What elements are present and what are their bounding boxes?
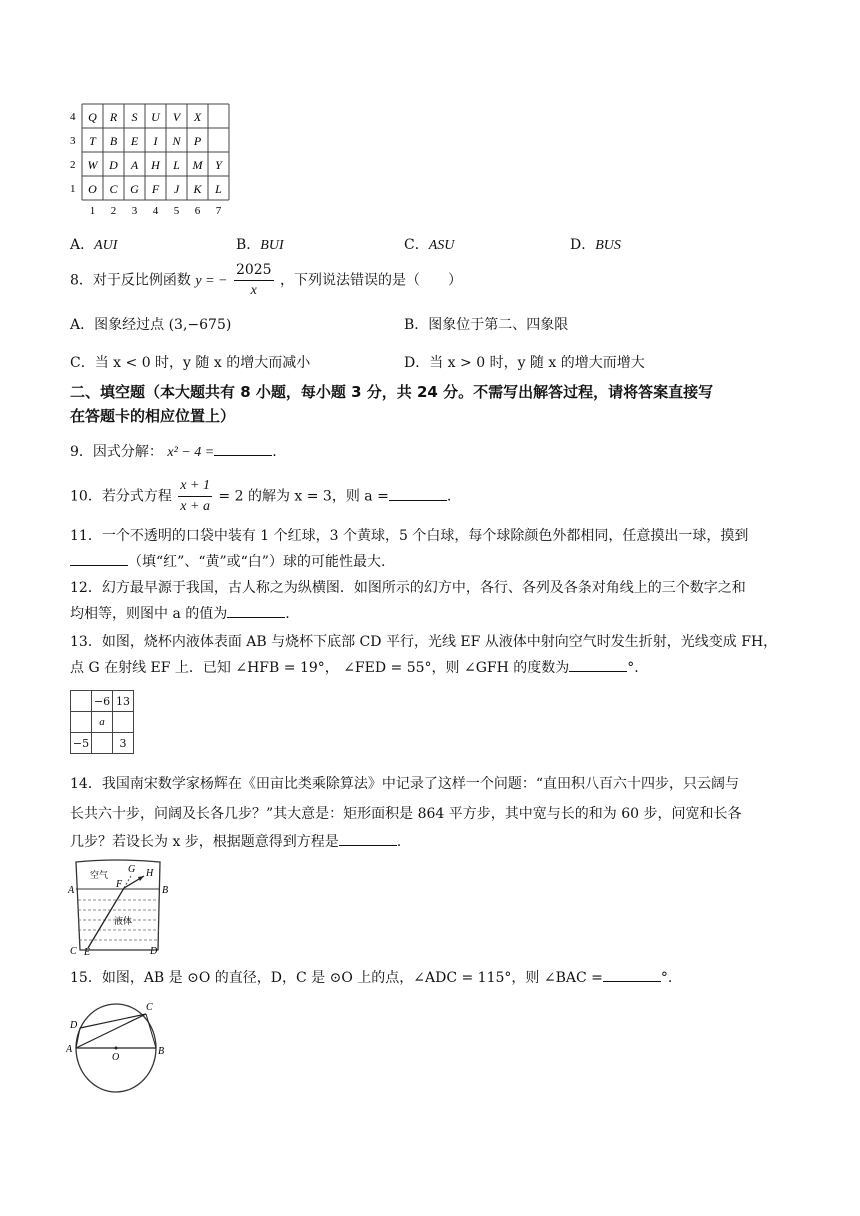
grid-cell-letter: L xyxy=(215,182,222,196)
question-11-line2: （填“红”、“黄”或“白”）球的可能性最大. xyxy=(70,550,385,574)
beaker-label-e: E xyxy=(84,947,91,956)
q9-answer-blank[interactable] xyxy=(214,441,272,456)
letter-grid-svg xyxy=(68,100,238,224)
beaker-label-a: A xyxy=(68,885,75,896)
q8-option-a: A．图象经过点 (3,−675) xyxy=(70,317,232,333)
grid-cell-letter: B xyxy=(109,134,118,148)
grid-cell-letter: A xyxy=(130,158,139,172)
q15-answer-blank[interactable] xyxy=(603,967,661,982)
grid-x-label: 2 xyxy=(110,205,117,217)
grid-cell-letter: H xyxy=(151,158,160,172)
grid-cell-letter: T xyxy=(89,134,96,148)
grid-cell-letter: F xyxy=(151,182,160,196)
q12-answer-blank[interactable] xyxy=(227,603,285,618)
question-13-line1: 13．如图，烧杯内液体表面 AB 与烧杯下底部 CD 平行，光线 EF 从液体中射向空气时发生折射，光线变成 FH， xyxy=(70,634,778,650)
grid-cell-letter: Q xyxy=(88,110,97,124)
beaker-label-g: G xyxy=(128,864,136,875)
circle-figure xyxy=(66,996,176,1100)
grid-x-label: 4 xyxy=(152,205,159,217)
q10-answer-blank[interactable] xyxy=(389,486,447,501)
magic-cell xyxy=(71,691,92,712)
question-14-line1: 14．我国南宋数学家杨辉在《田亩比类乘除算法》中记录了这样一个问题：“直田积八百六十四步，只云阔与 xyxy=(70,776,739,792)
grid-cell-letter: E xyxy=(130,134,139,148)
beaker-label-c: C xyxy=(70,946,77,956)
grid-cell-letter: J xyxy=(173,182,180,196)
magic-cell: −5 xyxy=(71,733,92,754)
grid-x-label: 1 xyxy=(89,205,96,217)
section-2-heading-line1: 二、填空题（本大题共有 8 小题，每小题 3 分，共 24 分。不需写出解答过程，请将答案直接写 xyxy=(70,383,714,401)
question-15: 15．如图，AB 是 ⊙O 的直径，D，C 是 ⊙O 上的点，∠ADC = 115°，则 ∠BAC = °. xyxy=(70,966,672,990)
q8-option-c: C．当 x < 0 时，y 随 x 的增大而减小 xyxy=(70,355,311,371)
beaker-svg xyxy=(66,856,176,956)
question-10: 10．若分式方程 $\frac{x + 1}{x + a}$ = 2 的解为 x = 3，则 a = . xyxy=(70,476,451,517)
q8-fraction: $\frac{2025}{x}$ xyxy=(235,262,272,298)
grid-cell-letter: L xyxy=(173,158,180,172)
magic-cell: −6 xyxy=(92,691,113,712)
grid-cell-letter: O xyxy=(88,182,97,196)
grid-cell-letter: M xyxy=(192,158,203,172)
beaker-figure xyxy=(66,856,176,960)
circle-label-d: D xyxy=(70,1020,78,1031)
beaker-label-b: B xyxy=(162,885,169,896)
magic-cell: 3 xyxy=(113,733,134,754)
beaker-label-f: F xyxy=(116,879,123,890)
question-9: 9．因式分解： x² − 4 = . xyxy=(70,440,277,465)
grid-cell-letter: N xyxy=(172,134,181,148)
grid-cell-letter: I xyxy=(153,134,158,148)
grid-cell-letter: S xyxy=(131,110,138,124)
magic-cell xyxy=(113,712,134,733)
grid-x-label: 7 xyxy=(215,205,222,217)
question-12-line2: 均相等，则图中 a 的值为 . xyxy=(70,602,290,626)
grid-cell-letter: X xyxy=(193,110,202,124)
question-13-line2: 点 G 在射线 EF 上．已知 ∠HFB = 19°， ∠FED = 55°，则 ∠GFH 的度数为 °. xyxy=(70,656,639,680)
grid-cell-letter: G xyxy=(130,182,139,196)
grid-cell-letter: C xyxy=(109,182,118,196)
grid-cell-letter: Y xyxy=(215,158,222,172)
q13-answer-blank[interactable] xyxy=(569,657,627,672)
q7-option-d: D．BUS xyxy=(570,237,621,253)
q10-fraction: $\frac{x + 1}{x + a}$ xyxy=(180,478,210,514)
beaker-label-d: D xyxy=(150,946,158,956)
grid-cell-letter: V xyxy=(172,110,181,124)
grid-cell-letter: U xyxy=(151,110,160,124)
grid-y-label: 3 xyxy=(70,135,76,147)
q8-option-b: B．图象位于第二、四象限 xyxy=(404,317,569,333)
grid-x-label: 5 xyxy=(173,205,180,217)
beaker-label-h: H xyxy=(146,868,154,879)
magic-cell: 13 xyxy=(113,691,134,712)
q7-option-b: B．BUI xyxy=(236,237,284,253)
q11-answer-blank[interactable] xyxy=(70,551,128,566)
q8-option-d: D．当 x > 0 时，y 随 x 的增大而增大 xyxy=(404,355,645,371)
question-14-line2: 长共六十步，问阔及长各几步？”其大意是：矩形面积是 864 平方步，其中宽与长的和为 60 步，问宽和长各 xyxy=(70,806,742,822)
magic-cell xyxy=(92,733,113,754)
grid-y-label: 2 xyxy=(70,159,76,171)
q14-answer-blank[interactable] xyxy=(339,831,397,846)
beaker-air-label: 空气 xyxy=(90,870,109,880)
magic-cell xyxy=(71,712,92,733)
grid-cell-letter: K xyxy=(193,182,202,196)
magic-square-table xyxy=(70,690,134,754)
grid-x-label: 6 xyxy=(194,205,201,217)
q7-option-c: C．ASU xyxy=(404,237,455,253)
grid-y-label: 1 xyxy=(70,183,76,195)
grid-cell-letter: D xyxy=(109,158,118,172)
grid-x-label: 3 xyxy=(131,205,138,217)
beaker-liquid-label: 液体 xyxy=(114,916,133,926)
circle-label-c: C xyxy=(146,1002,153,1013)
grid-cell-letter: R xyxy=(109,110,118,124)
circle-label-a: A xyxy=(66,1044,73,1055)
circle-svg xyxy=(66,996,176,1096)
circle-label-o: O xyxy=(112,1052,120,1063)
question-8: 8．对于反比例函数 y = − $\frac{2025}{x}$ ，下列说法错误的是（ ） xyxy=(70,260,462,301)
letter-grid-figure xyxy=(68,100,238,228)
magic-square-figure xyxy=(70,690,134,754)
grid-cell-letter: P xyxy=(193,134,202,148)
question-11-line1: 11．一个不透明的口袋中装有 1 个红球，3 个黄球，5 个白球，每个球除颜色外都相同，任意摸出一球，摸到 xyxy=(70,528,749,544)
section-2-heading-line2: 在答题卡的相应位置上） xyxy=(70,407,236,425)
q7-option-a: A．AUI xyxy=(70,237,118,253)
question-12-line1: 12．幻方最早源于我国，古人称之为纵横图．如图所示的幻方中，各行、各列及各条对角线上的三个数字之和 xyxy=(70,580,746,596)
grid-y-label: 4 xyxy=(70,111,76,123)
magic-cell: a xyxy=(92,712,113,733)
circle-label-b: B xyxy=(158,1046,165,1057)
grid-cell-letter: W xyxy=(87,158,98,172)
question-14-line3: 几步？若设长为 x 步，根据题意得到方程是 . xyxy=(70,830,401,854)
